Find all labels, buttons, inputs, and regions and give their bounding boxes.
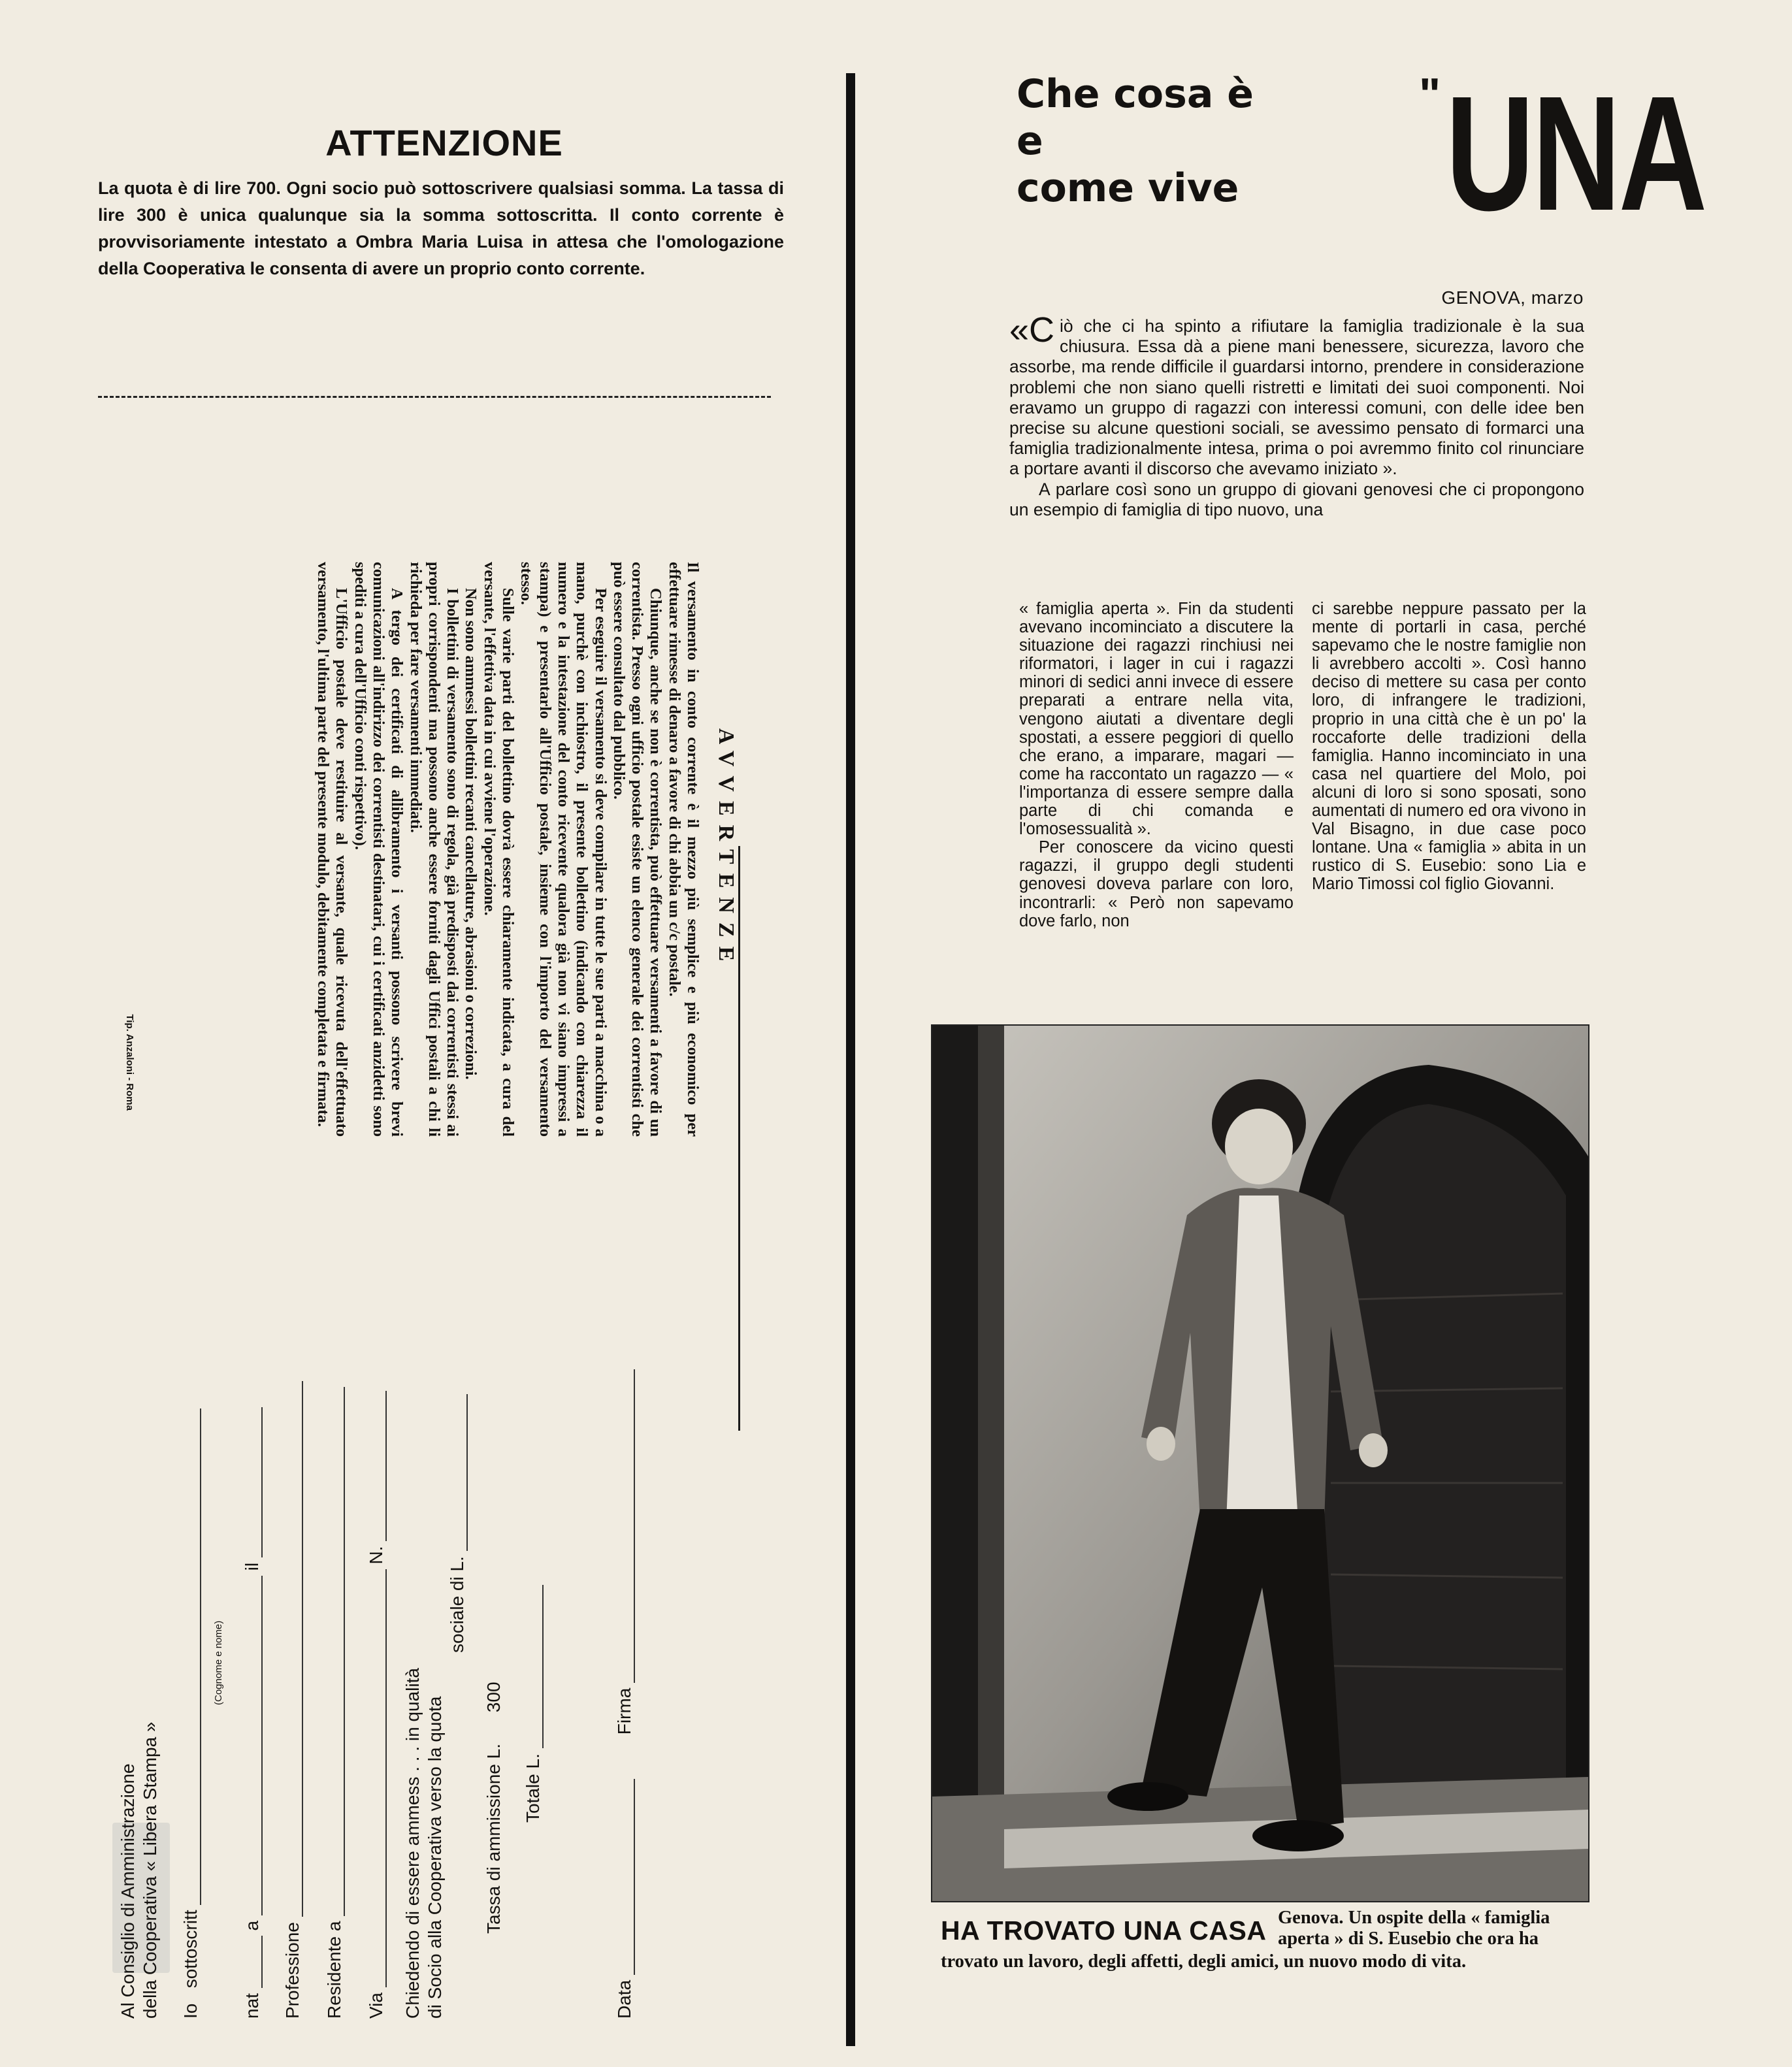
data-label: Data (614, 1979, 634, 2019)
dateline: GENOVA, marzo (1441, 287, 1584, 308)
via-label: Via (366, 1993, 386, 2019)
date-field[interactable] (617, 1779, 635, 1975)
headline-quote: " (1419, 69, 1441, 120)
photo-caption-text: Genova. Un ospite della « famiglia aperta » di S. Eusebio che ora ha (1278, 1908, 1550, 1949)
warning-paragraph: Sulle varie parti del bollettino dovrà essere chiaramente indicata, a cura del versante, l'effettiva data in cui avviene l'operazione. (480, 562, 517, 1137)
tassa-label: Tassa di ammissione L. (483, 1743, 504, 1934)
chiedendo-line1: Chiedendo di essere ammess . . . in qualità (402, 1668, 423, 2019)
birthdate-field[interactable] (244, 1407, 263, 1557)
article-column-right (1312, 600, 1586, 894)
chiedendo-line2: di Socio alla Cooperativa verso la quota (425, 1696, 445, 2019)
column-paragraph: ci sarebbe neppure passato per la mente di portarli in casa, perché sapevamo che le nostre famiglie non li avrebbero accolti ». Così hanno deciso di mettere su casa per conto loro, di infrangere le tradizioni, proprio in una città che è un po' la roccaforte delle tradizioni della famiglia. Hanno incominciato in una casa nel quartiere del Molo, poi alcuni di loro si sono sposati, sono aumentati di numero ed ora vivono in Val Bisagno, in due case poco lontane. Una « famiglia » abita in un rustico di S. Eusebio: sono Lia e Mario Timossi col figlio Giovanni. (1312, 600, 1586, 894)
firma-label: Firma (614, 1687, 634, 1735)
professione-label: Professione (282, 1922, 302, 2019)
warnings-divider (738, 846, 740, 1431)
birthplace-field[interactable] (244, 1576, 263, 1915)
attention-title: ATTENZIONE (325, 122, 563, 163)
warnings-text (314, 562, 702, 1137)
intro-text: iò che ci ha spinto a rifiutare la famiglia tradizionale è la sua chiusura. Essa dà a piene mani benessere, sicurezza, lavoro che assorbe, ma rende difficile il guardarsi intorno, prendere in considerazione problemi che non siano quelli ristretti e limitati dei suoi componenti. Noi eravamo un gruppo di ragazzi con interessi comuni, con delle idee ben precise su alcune questioni sociali, se avessimo pensato di formarci una famiglia tradizionalmente intesa, prima o poi avremmo finito col rinunciare a portare avanti il discorso che avevamo iniziato ». (1009, 316, 1584, 479)
warning-paragraph: A tergo dei certificati di allibramento i versanti possono scrivere brevi comunicazioni all'indirizzo dei correntisti destinatari, cui i certificati anzidetti sono spediti a cura dell'Ufficio conti rispettivo). (351, 562, 406, 1137)
warning-paragraph: L'Ufficio postale deve restituire al versante, quale ricevuta dell'effettuato versamento, l'ultima parte del presente modulo, debitamente completata e firmata. (314, 562, 351, 1137)
second-paragraph: A parlare così sono un gruppo di giovani genovesi che ci propongono un esempio di famiglia di tipo nuovo, una (1009, 479, 1584, 519)
printer-credit: Tip. Anzaloni - Roma (124, 1014, 135, 1111)
il-label: il (242, 1562, 262, 1571)
totale-label: Totale L. (523, 1753, 543, 1823)
total-field[interactable] (525, 1585, 544, 1748)
photo-caption-text-continued: trovato un lavoro, degli affetti, degli amici, un nuovo modo di vita. (941, 1951, 1467, 1972)
io-label: Io (180, 2003, 201, 2019)
a-label: a (242, 1920, 262, 1931)
photo-caption-title: HA TROVATO UNA CASA (941, 1915, 1267, 1945)
warnings-block (124, 562, 738, 1137)
warning-paragraph: Il versamento in conto corrente è il mezzo più semplice e più economico per effettuare rimesse di denaro a favore di chi abbia un c/c postale. (665, 562, 702, 1137)
article-column-left (1019, 600, 1294, 930)
signature-field[interactable] (617, 1369, 635, 1683)
street-number-field[interactable] (368, 1391, 387, 1541)
article-intro (1009, 310, 1584, 520)
name-field[interactable] (183, 1408, 201, 1905)
column-paragraph: Per conoscere da vicino questi ragazzi, il gruppo degli studenti genovesi doveva parlare con loro, incontrarli: « Però non sapevamo dove farlo, non (1019, 838, 1294, 930)
tassa-value: 300 (483, 1682, 504, 1713)
headline-line: e (1017, 118, 1043, 164)
headline-line: come vive (1017, 165, 1239, 211)
street-field[interactable] (368, 1569, 387, 1987)
form-header-line1: Al Consiglio di Amministrazione (118, 1763, 138, 2019)
column-paragraph: « famiglia aperta ». Fin da studenti avevano incominciato a discutere la situazione dei ragazzi rinchiusi nei riformatori, i lager in cui i ragazzi minori di sedici anni invece di essere preparati a entrare nella vita, vengono aiutati a diventare degli spostati, a essere peggiori di quello che erano, a imparare, magari — come ha raccontato un ragazzo — « l'importanza di essere sempre dalla parte di chi comanda e l'omosessualità ». (1019, 600, 1294, 839)
article-photo (931, 1024, 1589, 1902)
nat-label: nat (242, 1993, 262, 2019)
warning-paragraph: Non sono ammessi bollettini recanti cancellature, abrasioni o correzioni. (462, 588, 480, 1080)
n-label: N. (366, 1546, 386, 1565)
warning-paragraph: Per eseguire il versamento si deve compilare in tutte le sue parti a macchina o a mano, purchè con inchiostro, il presente bollettino (indicando con chiarezza il numero e la intestazione del conto ricevente qualora già non vi siano impressi a stampa) e presentarlo all'Ufficio postale, insieme con l'importo del versamento stesso. (517, 562, 610, 1137)
sottoscritt-label: sottoscritt (180, 1910, 201, 1989)
headline (1017, 71, 1382, 212)
headline-big-word (1419, 62, 1792, 244)
cognome-nome-hint: (Cognome e nome) (213, 1620, 224, 1705)
sociale-label: sociale di L. (447, 1556, 467, 1653)
headline-una: UNA (1446, 62, 1706, 244)
gender-field[interactable] (244, 1936, 263, 1988)
attention-text: La quota è di lire 700. Ogni socio può sottoscrivere qualsiasi somma. La tassa di lire 300 è unica qualunque sia la somma sottoscritta. Il conto corrente è provvisoriamente intestato a Ombra Maria Luisa in attesa che l'omologazione della Cooperativa le consenta di avere un proprio conto corrente. (98, 178, 784, 278)
residence-field[interactable] (327, 1387, 345, 1916)
residente-label: Residente a (324, 1921, 344, 2019)
warnings-title: AVVERTENZE (714, 728, 738, 971)
quota-field[interactable] (449, 1394, 468, 1551)
warning-paragraph: Chiunque, anche se non è correntista, può effettuare versamenti a favore di un correntista. Presso ogni ufficio postale esiste un elenco generale dei correntisti che può essere consultato dal pubblico. (610, 562, 665, 1137)
intro-drop-cap: «C (1009, 310, 1055, 350)
headline-line: Che cosa è (1017, 71, 1254, 117)
page-gutter-bar (846, 73, 855, 2046)
cut-line (98, 396, 771, 398)
membership-form (118, 1352, 692, 2019)
warning-paragraph: I bollettini di versamento sono di regola, già predisposti dai correntisti stessi ai propri corrispondenti ma possono anche essere forniti dagli Uffici postali a chi li richieda per fare versamenti immediati. (406, 562, 462, 1137)
form-header-line2: della Cooperativa « Libera Stampa » (140, 1721, 160, 2019)
profession-field[interactable] (285, 1381, 303, 1917)
